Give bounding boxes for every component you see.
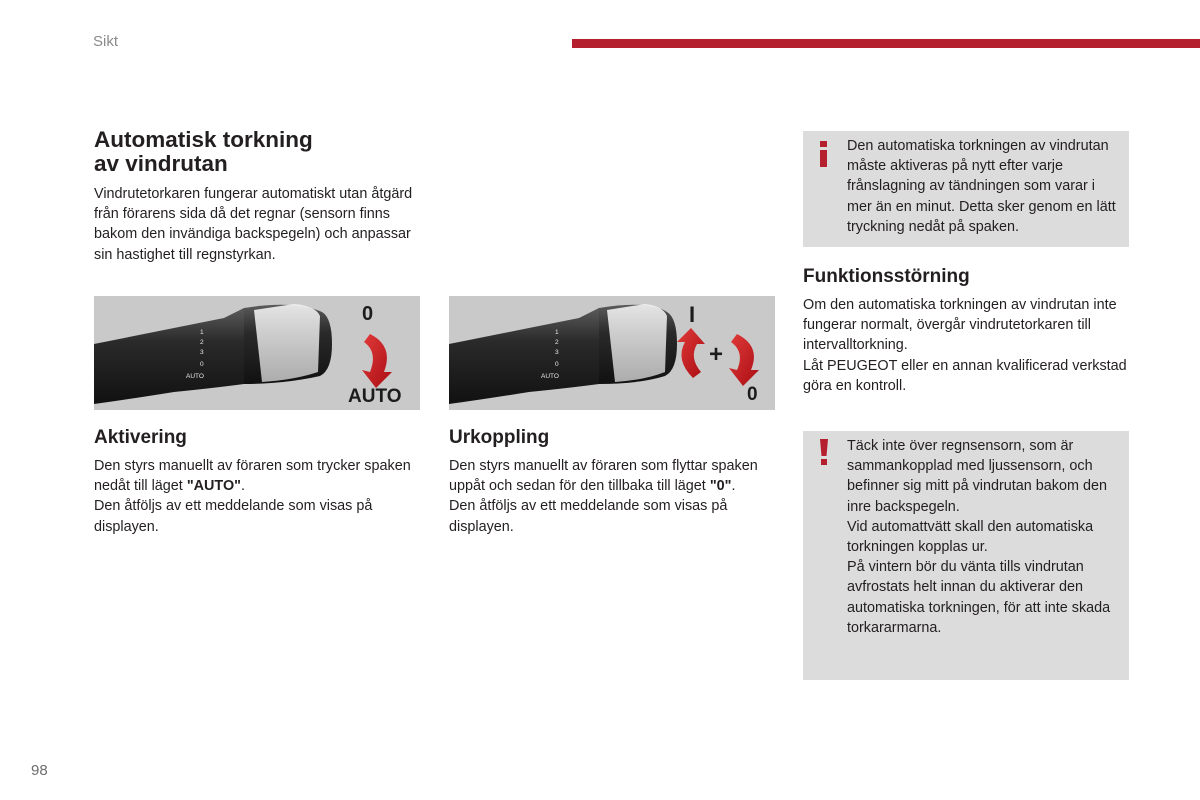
info-box xyxy=(803,131,1129,247)
page-title-line2: av vindrutan xyxy=(94,151,228,176)
info-icon xyxy=(817,141,831,167)
scale-mark-0: 0 xyxy=(555,361,559,368)
scale-mark-3: 3 xyxy=(555,349,559,356)
deactivation-line2: Den åtföljs av ett meddelande som visas på displayen. xyxy=(449,498,728,535)
activation-line1 xyxy=(94,456,414,496)
warning-text-1: Täck inte över regnsensorn, som är sammankopplad med ljussensorn, och befinner sig mitt på vindrutan bakom den inre backspegeln. xyxy=(847,438,1107,515)
deactivation-line1-end: . xyxy=(731,478,736,495)
section-label: Sikt xyxy=(93,33,119,50)
scale-mark-auto: AUTO xyxy=(186,373,204,380)
activation-figure xyxy=(94,296,420,410)
warning-box xyxy=(803,431,1129,680)
scale-mark-1: 1 xyxy=(555,329,559,336)
malfunction-text-2: Låt PEUGEOT eller en annan kvalificerad verkstad göra en kontroll. xyxy=(803,357,1127,394)
page-title xyxy=(94,128,424,176)
warning-text-3: På vintern bör du vänta tills vindrutan avfrostats helt innan du aktiverar den automatiska torkningen, för att inte skada torkararmarna. xyxy=(847,559,1111,636)
wiper-stalk-activation-illustration xyxy=(94,296,420,410)
position-symbol-top: 0 xyxy=(362,303,374,325)
activation-position-auto: "AUTO" xyxy=(186,478,241,495)
header-accent-bar xyxy=(572,39,1200,48)
activation-line1-end: . xyxy=(240,478,245,495)
activation-line2: Den åtföljs av ett meddelande som visas på displayen. xyxy=(94,498,373,535)
deactivation-line1 xyxy=(449,456,779,496)
position-label-auto: AUTO xyxy=(348,386,402,407)
deactivation-heading: Urkoppling xyxy=(449,427,550,448)
intro-paragraph xyxy=(94,184,414,265)
intro-text: Vindrutetorkaren fungerar automatiskt utan åtgärd från förarens sida då det regnar (sensorn finns bakom den invändiga backspegeln) och anpassar sin hastighet till regnstyrkan. xyxy=(94,186,413,263)
malfunction-heading: Funktionsstörning xyxy=(803,266,970,287)
stalk-tip xyxy=(254,304,320,382)
warning-exclamation-icon xyxy=(817,439,831,465)
malfunction-paragraph xyxy=(803,295,1133,396)
scale-mark-2: 2 xyxy=(200,339,204,346)
wiper-stalk-deactivation-illustration xyxy=(449,296,775,410)
scale-mark-auto: AUTO xyxy=(541,373,559,380)
deactivation-figure xyxy=(449,296,775,410)
activation-paragraph xyxy=(94,456,414,537)
deactivation-line1-text: Den styrs manuellt av föraren som flyttar spaken uppåt och sedan för den tillbaka till läget xyxy=(449,458,758,495)
page-title-line1: Automatisk torkning xyxy=(94,127,313,152)
scale-mark-3: 3 xyxy=(200,349,204,356)
deactivation-position-zero: "0" xyxy=(709,478,732,495)
position-symbol-top: I xyxy=(689,302,696,327)
info-text: Den automatiska torkningen av vindrutan måste aktiveras på nytt efter varje frånslagning av tändningen som varar i mer än en minut. Detta sker genom en lätt tryckning nedåt på spaken. xyxy=(847,138,1116,235)
stalk-tip xyxy=(607,304,667,382)
scale-mark-1: 1 xyxy=(200,329,204,336)
activation-line1-text: Den styrs manuellt av föraren som trycker spaken nedåt till läget xyxy=(94,458,411,495)
scale-mark-2: 2 xyxy=(555,339,559,346)
scale-mark-0: 0 xyxy=(200,361,204,368)
deactivation-paragraph xyxy=(449,456,779,537)
malfunction-text-1: Om den automatiska torkningen av vindrutan inte fungerar normalt, övergår vindrutetorkaren till intervalltorkning. xyxy=(803,297,1117,354)
activation-heading: Aktivering xyxy=(94,427,187,448)
plus-symbol: + xyxy=(709,341,724,368)
position-label-zero: 0 xyxy=(747,384,758,405)
page-number: 98 xyxy=(31,762,48,779)
warning-text-2: Vid automattvätt skall den automatiska torkningen kopplas ur. xyxy=(847,518,1094,556)
info-box-text xyxy=(847,136,1123,237)
warning-box-text xyxy=(847,436,1123,638)
